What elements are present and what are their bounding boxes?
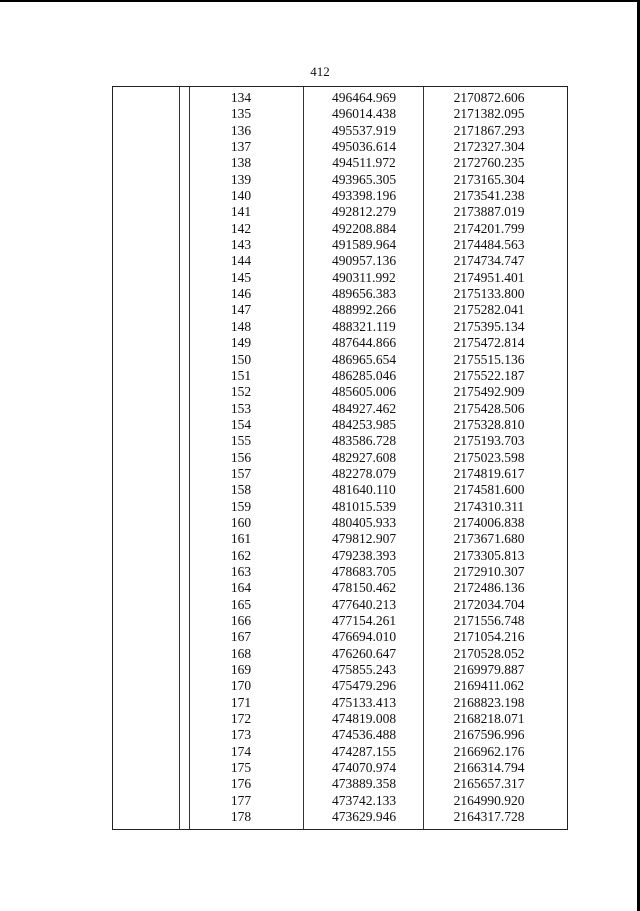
x-coordinate-cell: 480405.933: [331, 514, 397, 530]
point-number-cell: 154: [230, 416, 252, 432]
table-row: [113, 793, 567, 809]
y-coordinate-cell: 2167596.996: [453, 727, 525, 743]
table-row: [113, 384, 567, 400]
y-coordinate-cell: 2169979.887: [453, 662, 525, 678]
table-row: [113, 695, 567, 711]
x-coordinate-cell: 488992.266: [331, 302, 397, 318]
table-row: [113, 450, 567, 466]
point-number-cell: 143: [230, 237, 252, 253]
point-number-cell: 137: [230, 139, 252, 155]
y-coordinate-cell: 2174484.563: [453, 237, 525, 253]
point-number-cell: 140: [230, 188, 252, 204]
table-row: [113, 744, 567, 760]
point-number-cell: 155: [230, 433, 252, 449]
y-coordinate-cell: 2175328.810: [453, 416, 525, 432]
point-number-cell: 139: [230, 171, 252, 187]
point-number-cell: 138: [230, 155, 252, 171]
y-coordinate-cell: 2175472.814: [453, 335, 525, 351]
x-coordinate-cell: 493965.305: [331, 171, 397, 187]
point-number-cell: 145: [230, 269, 252, 285]
table-row: [113, 433, 567, 449]
x-coordinate-cell: 473889.358: [331, 776, 397, 792]
x-coordinate-cell: 473629.946: [331, 809, 397, 825]
x-coordinate-cell: 484253.985: [331, 416, 397, 432]
y-coordinate-cell: 2171054.216: [453, 629, 525, 645]
y-coordinate-cell: 2172486.136: [453, 580, 525, 596]
point-number-cell: 178: [230, 809, 252, 825]
x-coordinate-cell: 474070.974: [331, 760, 397, 776]
point-number-cell: 152: [230, 384, 252, 400]
y-coordinate-cell: 2164990.920: [453, 792, 525, 808]
y-coordinate-cell: 2168218.071: [453, 711, 525, 727]
table-row: [113, 253, 567, 269]
x-coordinate-cell: 482278.079: [331, 465, 397, 481]
x-coordinate-cell: 482927.608: [331, 449, 397, 465]
x-coordinate-cell: 488321.119: [332, 318, 396, 334]
table-row: [113, 727, 567, 743]
table-row: [113, 564, 567, 580]
y-coordinate-cell: 2164317.728: [453, 809, 525, 825]
x-coordinate-cell: 477154.261: [331, 613, 397, 628]
point-number-cell: 168: [230, 645, 252, 661]
table-row: [113, 760, 567, 776]
x-coordinate-cell: 486965.654: [331, 351, 397, 367]
y-coordinate-cell: 2174951.401: [453, 269, 525, 285]
y-coordinate-cell: 2175492.909: [453, 384, 525, 400]
point-number-cell: 171: [230, 694, 252, 710]
x-coordinate-cell: 485605.006: [331, 384, 397, 400]
point-number-cell: 167: [230, 629, 252, 645]
x-coordinate-cell: 490311.992: [332, 269, 396, 285]
y-coordinate-cell: 2171867.293: [453, 122, 525, 138]
coordinate-table: [112, 86, 568, 830]
y-coordinate-cell: 2173165.304: [453, 171, 525, 187]
point-number-cell: 142: [230, 220, 252, 236]
x-coordinate-cell: 492812.279: [331, 204, 397, 220]
y-coordinate-cell: 2169411.062: [453, 678, 525, 694]
point-number-cell: 172: [230, 711, 252, 727]
table-row: [113, 123, 567, 139]
table-row: [113, 482, 567, 498]
point-number-cell: 163: [230, 563, 252, 579]
table-row: [113, 90, 567, 106]
y-coordinate-cell: 2173671.680: [453, 531, 525, 547]
point-number-cell: 173: [230, 727, 252, 743]
x-coordinate-cell: 490957.136: [331, 253, 397, 269]
table-row: [113, 237, 567, 253]
y-coordinate-cell: 2175522.187: [453, 367, 525, 383]
x-coordinate-cell: 479238.393: [331, 547, 397, 563]
x-coordinate-cell: 495537.919: [331, 122, 397, 138]
table-row: [113, 548, 567, 564]
table-row: [113, 531, 567, 547]
point-number-cell: 150: [230, 351, 252, 367]
y-coordinate-cell: 2172910.307: [453, 563, 525, 579]
table-row: [113, 319, 567, 335]
point-number-cell: 165: [230, 596, 252, 612]
x-coordinate-cell: 481015.539: [331, 498, 397, 514]
point-number-cell: 158: [230, 482, 252, 498]
x-coordinate-cell: 476260.647: [331, 645, 397, 661]
point-number-cell: 164: [230, 580, 252, 596]
x-coordinate-cell: 494511.972: [332, 155, 396, 171]
y-coordinate-cell: 2175515.136: [453, 351, 525, 367]
table-row: [113, 302, 567, 318]
x-coordinate-cell: 475133.413: [331, 694, 397, 710]
point-number-cell: 136: [230, 122, 252, 138]
x-coordinate-cell: 478683.705: [331, 563, 397, 579]
y-coordinate-cell: 2174310.311: [453, 498, 525, 514]
x-coordinate-cell: 495036.614: [331, 139, 397, 155]
y-coordinate-cell: 2174734.747: [453, 253, 525, 269]
table-row: [113, 155, 567, 171]
x-coordinate-cell: 491589.964: [331, 237, 397, 253]
x-coordinate-cell: 475479.296: [331, 678, 397, 694]
table-row: [113, 368, 567, 384]
point-number-cell: 156: [230, 449, 252, 465]
point-number-cell: 148: [230, 318, 252, 334]
scan-border-top: [0, 0, 640, 2]
point-number-cell: 170: [230, 678, 252, 694]
x-coordinate-cell: 496014.438: [331, 106, 397, 122]
table-row: [113, 613, 567, 629]
y-coordinate-cell: 2165657.317: [453, 776, 525, 792]
table-row: [113, 580, 567, 596]
x-coordinate-cell: 487644.866: [331, 335, 397, 351]
point-number-cell: 135: [230, 106, 252, 122]
point-number-cell: 153: [230, 400, 252, 416]
y-coordinate-cell: 2173887.019: [453, 204, 525, 220]
point-number-cell: 151: [230, 367, 252, 383]
table-row: [113, 646, 567, 662]
x-coordinate-cell: 474287.155: [331, 743, 397, 759]
point-number-cell: 141: [230, 204, 252, 220]
y-coordinate-cell: 2173541.238: [453, 188, 525, 204]
table-row: [113, 139, 567, 155]
table-row: [113, 466, 567, 482]
y-coordinate-cell: 2174201.799: [453, 220, 525, 236]
y-coordinate-cell: 2166314.794: [453, 760, 525, 776]
x-coordinate-cell: 475855.243: [331, 662, 397, 678]
y-coordinate-cell: 2174006.838: [453, 514, 525, 530]
point-number-cell: 134: [230, 90, 252, 105]
point-number-cell: 162: [230, 547, 252, 563]
y-coordinate-cell: 2172327.304: [453, 139, 525, 155]
y-coordinate-cell: 2172034.704: [453, 596, 525, 612]
x-coordinate-cell: 478150.462: [331, 580, 397, 596]
y-coordinate-cell: 2175193.703: [453, 433, 525, 449]
y-coordinate-cell: 2166962.176: [453, 743, 525, 759]
x-coordinate-cell: 476694.010: [331, 629, 397, 645]
x-coordinate-cell: 484927.462: [331, 400, 397, 416]
point-number-cell: 161: [230, 531, 252, 547]
table-row: [113, 629, 567, 645]
x-coordinate-cell: 481640.110: [332, 482, 396, 498]
y-coordinate-cell: 2170872.606: [453, 90, 525, 105]
y-coordinate-cell: 2175395.134: [453, 318, 525, 334]
table-row: [113, 597, 567, 613]
table-row: [113, 417, 567, 433]
x-coordinate-cell: 483586.728: [331, 433, 397, 449]
x-coordinate-cell: 477640.213: [331, 596, 397, 612]
x-coordinate-cell: 486285.046: [331, 367, 397, 383]
table-row: [113, 662, 567, 678]
table-row: [113, 499, 567, 515]
table-row: [113, 776, 567, 792]
y-coordinate-cell: 2175428.506: [453, 400, 525, 416]
point-number-cell: 159: [230, 498, 252, 514]
point-number-cell: 144: [230, 253, 252, 269]
table-row: [113, 335, 567, 351]
x-coordinate-cell: 473742.133: [331, 792, 397, 808]
y-coordinate-cell: 2172760.235: [453, 155, 525, 171]
x-coordinate-cell: 496464.969: [331, 90, 397, 105]
x-coordinate-cell: 474536.488: [331, 727, 397, 743]
y-coordinate-cell: 2171556.748: [453, 613, 525, 628]
table-row: [113, 270, 567, 286]
point-number-cell: 146: [230, 286, 252, 302]
table-row: [113, 221, 567, 237]
point-number-cell: 149: [230, 335, 252, 351]
point-number-cell: 147: [230, 302, 252, 318]
point-number-cell: 174: [230, 743, 252, 759]
y-coordinate-cell: 2171382.095: [453, 106, 525, 122]
table-row: [113, 286, 567, 302]
point-number-cell: 157: [230, 465, 252, 481]
y-coordinate-cell: 2175282.041: [453, 302, 525, 318]
y-coordinate-cell: 2174819.617: [453, 465, 525, 481]
table-row: [113, 106, 567, 122]
y-coordinate-cell: 2173305.813: [453, 547, 525, 563]
point-number-cell: 169: [230, 662, 252, 678]
y-coordinate-cell: 2175023.598: [453, 449, 525, 465]
table-row: [113, 188, 567, 204]
table-row: [113, 678, 567, 694]
table-row: [113, 204, 567, 220]
page-number: 412: [310, 64, 330, 79]
point-number-cell: 166: [230, 613, 252, 628]
y-coordinate-cell: 2168823.198: [453, 694, 525, 710]
x-coordinate-cell: 493398.196: [331, 188, 397, 204]
table-row: [113, 401, 567, 417]
x-coordinate-cell: 474819.008: [331, 711, 397, 727]
point-number-cell: 176: [230, 776, 252, 792]
point-number-cell: 160: [230, 514, 252, 530]
point-number-cell: 177: [230, 792, 252, 808]
y-coordinate-cell: 2175133.800: [453, 286, 525, 302]
table-row: [113, 809, 567, 825]
x-coordinate-cell: 492208.884: [331, 220, 397, 236]
point-number-cell: 175: [230, 760, 252, 776]
y-coordinate-cell: 2174581.600: [453, 482, 525, 498]
table-body: [113, 90, 567, 825]
table-row: [113, 711, 567, 727]
x-coordinate-cell: 479812.907: [331, 531, 397, 547]
table-row: [113, 352, 567, 368]
y-coordinate-cell: 2170528.052: [453, 645, 525, 661]
x-coordinate-cell: 489656.383: [331, 286, 397, 302]
table-row: [113, 515, 567, 531]
table-row: [113, 172, 567, 188]
